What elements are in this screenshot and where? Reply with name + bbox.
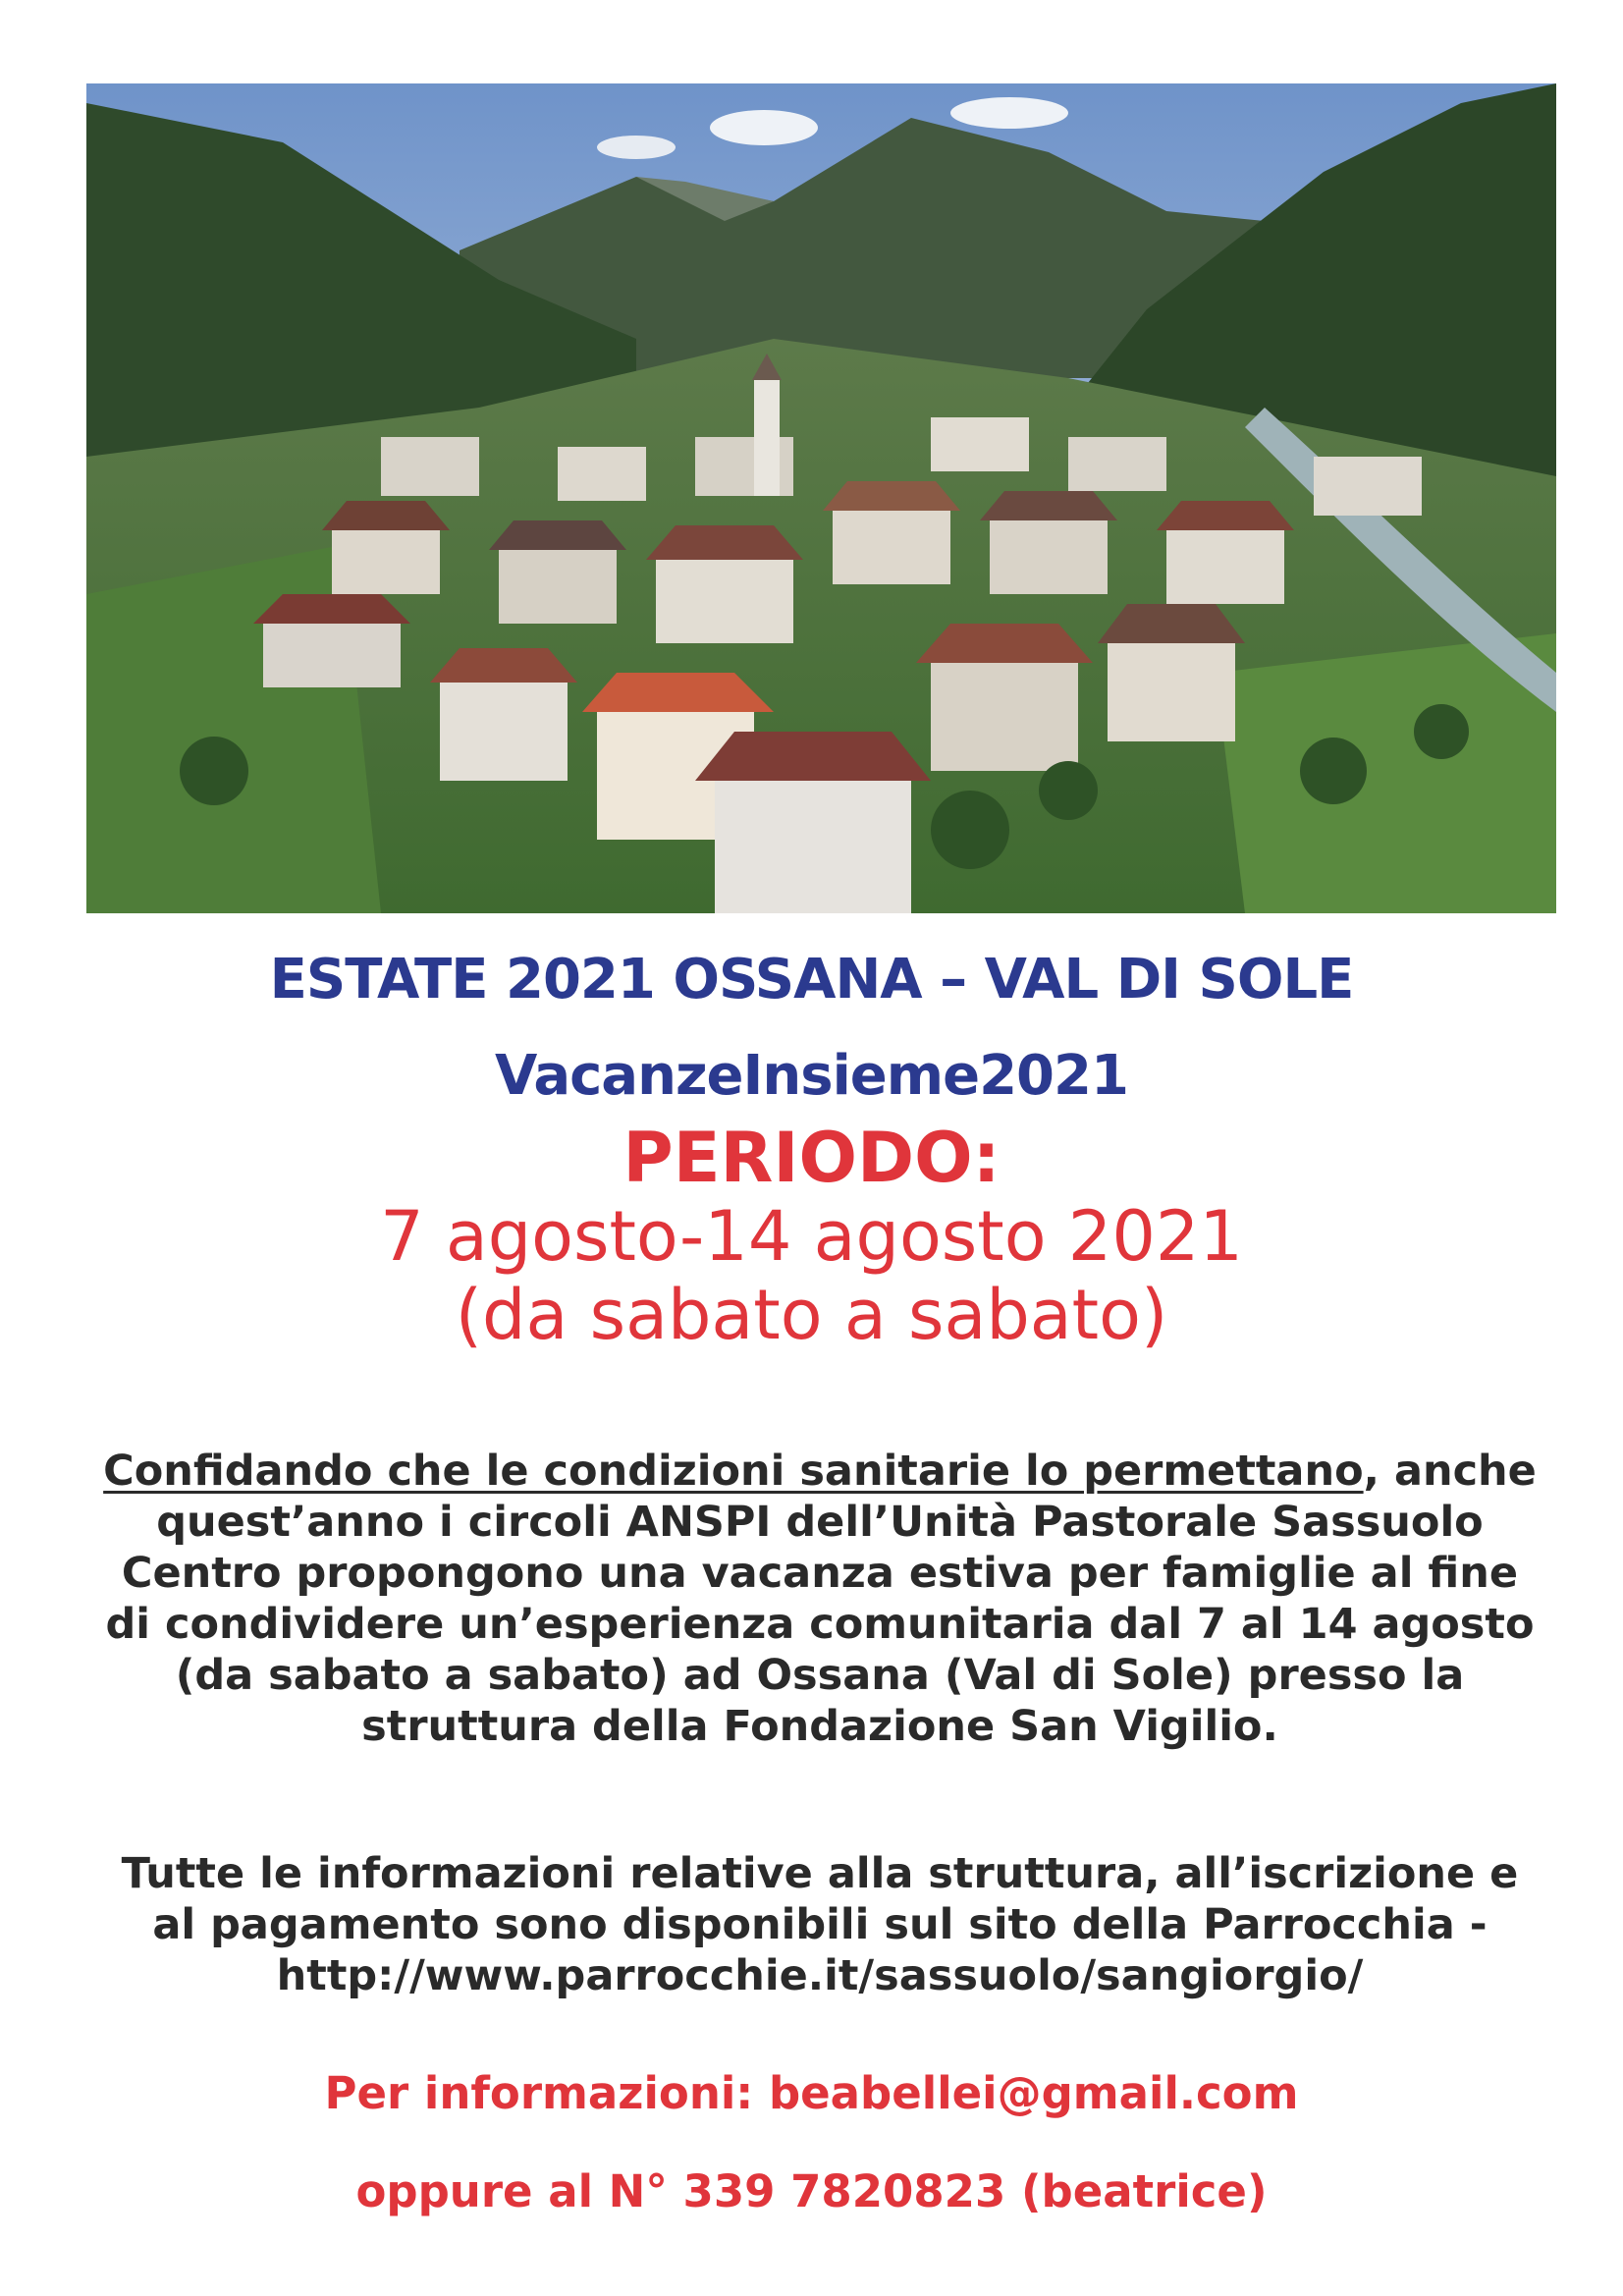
period-label: PERIODO: <box>622 1118 1001 1198</box>
village-photo <box>86 83 1556 913</box>
period-days: (da sabato a sabato) <box>455 1275 1168 1355</box>
intro-comma: , <box>1363 1447 1380 1496</box>
intro-paragraph <box>93 1446 1546 1752</box>
poster-title: ESTATE 2021 OSSANA – VAL DI SOLE <box>269 948 1354 1011</box>
contact-phone-line: oppure al N° 339 7820823 (beatrice) <box>355 2165 1268 2217</box>
contact-email-line: Per informazioni: beabellei@gmail.com <box>324 2067 1299 2119</box>
info-paragraph: Tutte le informazioni relative alla struttura, all’iscrizione e al pagamento sono disponibili sul sito della Parrocchia - http://www.parrocchie.it/sassuolo/sangiorgio/ <box>121 1849 1519 2000</box>
intro-rest: anche quest’anno i circoli ANSPI dell’Unità Pastorale Sassuolo Centro propongono una vacanza estiva per famiglie al fine di condividere un’esperienza comunitaria dal 7 al 14 agosto (da sabato a sabato) ad Ossana (Val di Sole) presso la struttura della Fondazione San Vigilio. <box>105 1447 1537 1751</box>
period-dates: 7 agosto-14 agosto 2021 <box>380 1196 1243 1277</box>
poster-subtitle: VacanzeInsieme2021 <box>495 1044 1128 1108</box>
intro-underlined: Confidando che le condizioni sanitarie lo permettano <box>103 1447 1364 1496</box>
